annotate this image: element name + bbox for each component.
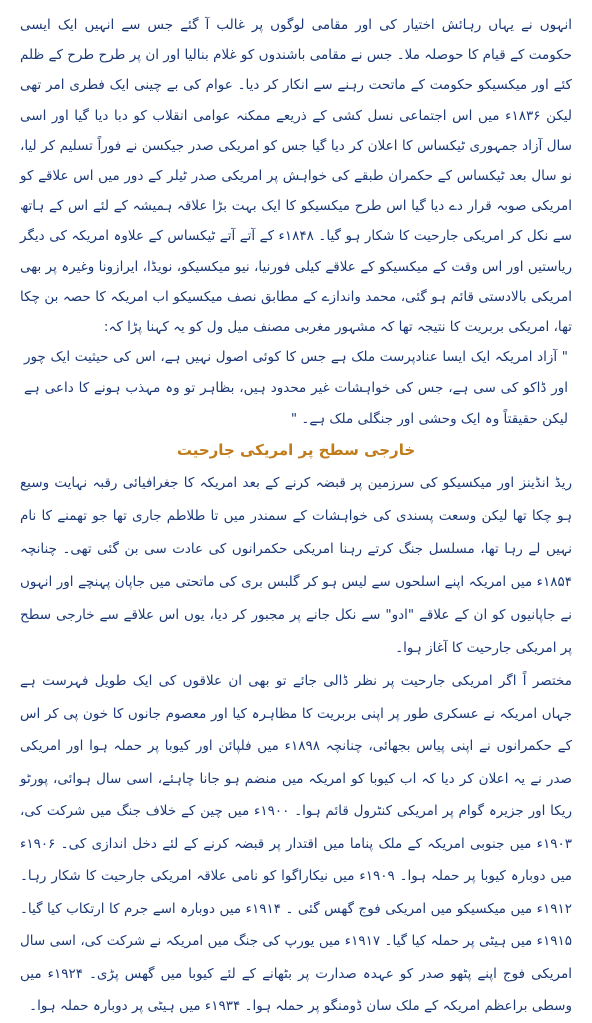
paragraph-texas-history: انہوں نے یہاں رہائش اختیار کی اور مقامی لوگوں پر غالب آ گئے جس سے انہیں ایک ایسی حکومت کے قیام کا حوصلہ ملا۔ جس نے مقامی باشندوں کو غلام بنالیا اور ان پر طرح طرح کے ظلم کئے اور میکسیکو حکومت کے ماتحت رہنے سے انکار کر دیا۔ عوام کی بے چینی ایک فطری امر تھی لیکن ۱۸۳۶ء میں اس اجتماعی نسل کشی کے ذریعے ممکنہ عوامی انقلاب کو دبا دیا گیا اور اسی سال آزاد جمہوری ٹیکساس کا اعلان کر دیا گیا جس کو امریکی صدر جیکسن نے فوراً تسلیم کر لیا، نو سال بعد ٹیکساس کے حکمران طبقے کی خواہش پر امریکی صدر ٹیلر کے دور میں اس علاقے کو امریکی صوبہ قرار دے دیا گیا اس طرح میکسیکو کا ایک بہت بڑا علاقہ ہمیشہ کے لئے اس کے ہاتھ سے نکل کر امریکی جارحیت کا شکار ہو گیا۔ ۱۸۴۸ء کے آتے آتے ٹیکساس کے علاوہ امریکہ کی دیگر ریاستیں اور اس وقت کے میکسیکو کے علاقے کیلی فورنیا، نیو میکسیکو، نویڈا، ایرازونا وغیرہ پر بھی امریکی بالادستی قائم ہو گئی، محمد واندازے کے مطابق نصف میکسیکو اب امریکہ کا حصہ بن چکا تھا، امریکی بربریت کا نتیجہ تھا کہ مشہور مغربی مصنف میل ول کو یہ کہنا پڑا کہ: <box>20 17 572 336</box>
section-heading: خارجی سطح پر امریکی جارحیت <box>176 441 416 460</box>
paragraph-lead-word: مختصر اً <box>522 673 572 690</box>
paragraph-aggression-body: اگر امریکی جارحیت پر نظر ڈالی جائے تو بھی ان علاقوں کی ایک طویل فہرست ہے جہاں امریکہ نے عسکری طور پر اپنی بربریت کا مظاہرہ کیا اور معصوم جانوں کا خون پی کر اس کے حکمرانوں نے اپنی پیاس بجھائی، چنانچہ ۱۸۹۸ء میں فلپائن اور کیوبا پر حملہ ہوا اور امریکی صدر نے یہ اعلان کر دیا کہ اب کیوبا کو امریکہ میں منضم ہو جانا چاہئے، اسی سال ہوائی، پورٹو ریکا اور جزیرہ گوام پر امریکی کنٹرول قائم ہوا۔ ۱۹۰۰ء میں چین کے خلاف جنگ میں شرکت کی، ۱۹۰۳ء میں جنوبی امریکہ کے ملک پناما میں اقتدار پر قبضہ کرنے کے لئے دخل اندازی کی۔ ۱۹۰۶ء میں دوبارہ کیوبا پر حملہ ہوا۔ ۱۹۰۹ء میں نیکاراگوا کو نامی علاقہ امریکی جارحیت کا شکار رہا۔ ۱۹۱۲ء میں میکسیکو میں امریکی فوج گھس گئی ۔ ۱۹۱۴ء میں دوبارہ اسے جرم کا ارتکاب کیا گیا۔ ۱۹۱۵ء میں ہیٹی پر حملہ کیا گیا۔ ۱۹۱۷ء میں یورپ کی جنگ میں امریکہ نے شرکت کی، اسی سال امریکی فوج اپنے پٹھو صدر کو عہدہ صدارت پر بٹھانے کے لئے کیوبا میں گھس پڑی۔ ۱۹۲۴ء میں وسطی براعظم امریکہ کے ملک سان ڈومنگو پر حملہ ہوا۔ ۱۹۳۴ء میں ہیٹی پر دوبارہ حملہ ہوا۔ <box>20 673 573 1015</box>
paragraph-japan-expansion: ریڈ انڈینز اور میکسیکو کی سرزمین پر قبضہ کرنے کے بعد امریکہ کا جغرافیائی رقبہ نہایت وسیع ہو چکا تھا لیکن وسعت پسندی کی خواہشات کے سمندر میں تا طلاطم جاری تھا جو تھمنے کا نام نہیں لے رہا تھا، مسلسل جنگ کرتے رہنا امریکی حکمرانوں کی عادت سی بن گئی تھی۔ چنانچہ ۱۸۵۴ء میں امریکہ اپنے اسلحوں سے لیس ہو کر گلبس بری کی ماتحتی میں جاپان پہنچے اور انہوں نے جاپانیوں کو ان کے علاقے "ادو" سے نکل جانے پر مجبور کر دیا، یوں اس علاقے سے خارجی سطح پر امریکی جارحیت کا آغاز ہوا۔ <box>20 475 572 657</box>
melville-quote: " آزاد امریکہ ایک ایسا عنادپرست ملک ہے جس کا کوئی اصول نہیں ہے، اس کی حیثیت ایک چور اور ڈاکو کی سی ہے، جس کی خواہشات غیر محدود ہیں، بظاہر تو وہ مہذب ہونے کا داعی ہے لیکن حقیقتاً وہ ایک وحشی اور جنگلی ملک ہے۔ " <box>24 349 568 428</box>
paragraph-aggression-list <box>20 665 572 1023</box>
